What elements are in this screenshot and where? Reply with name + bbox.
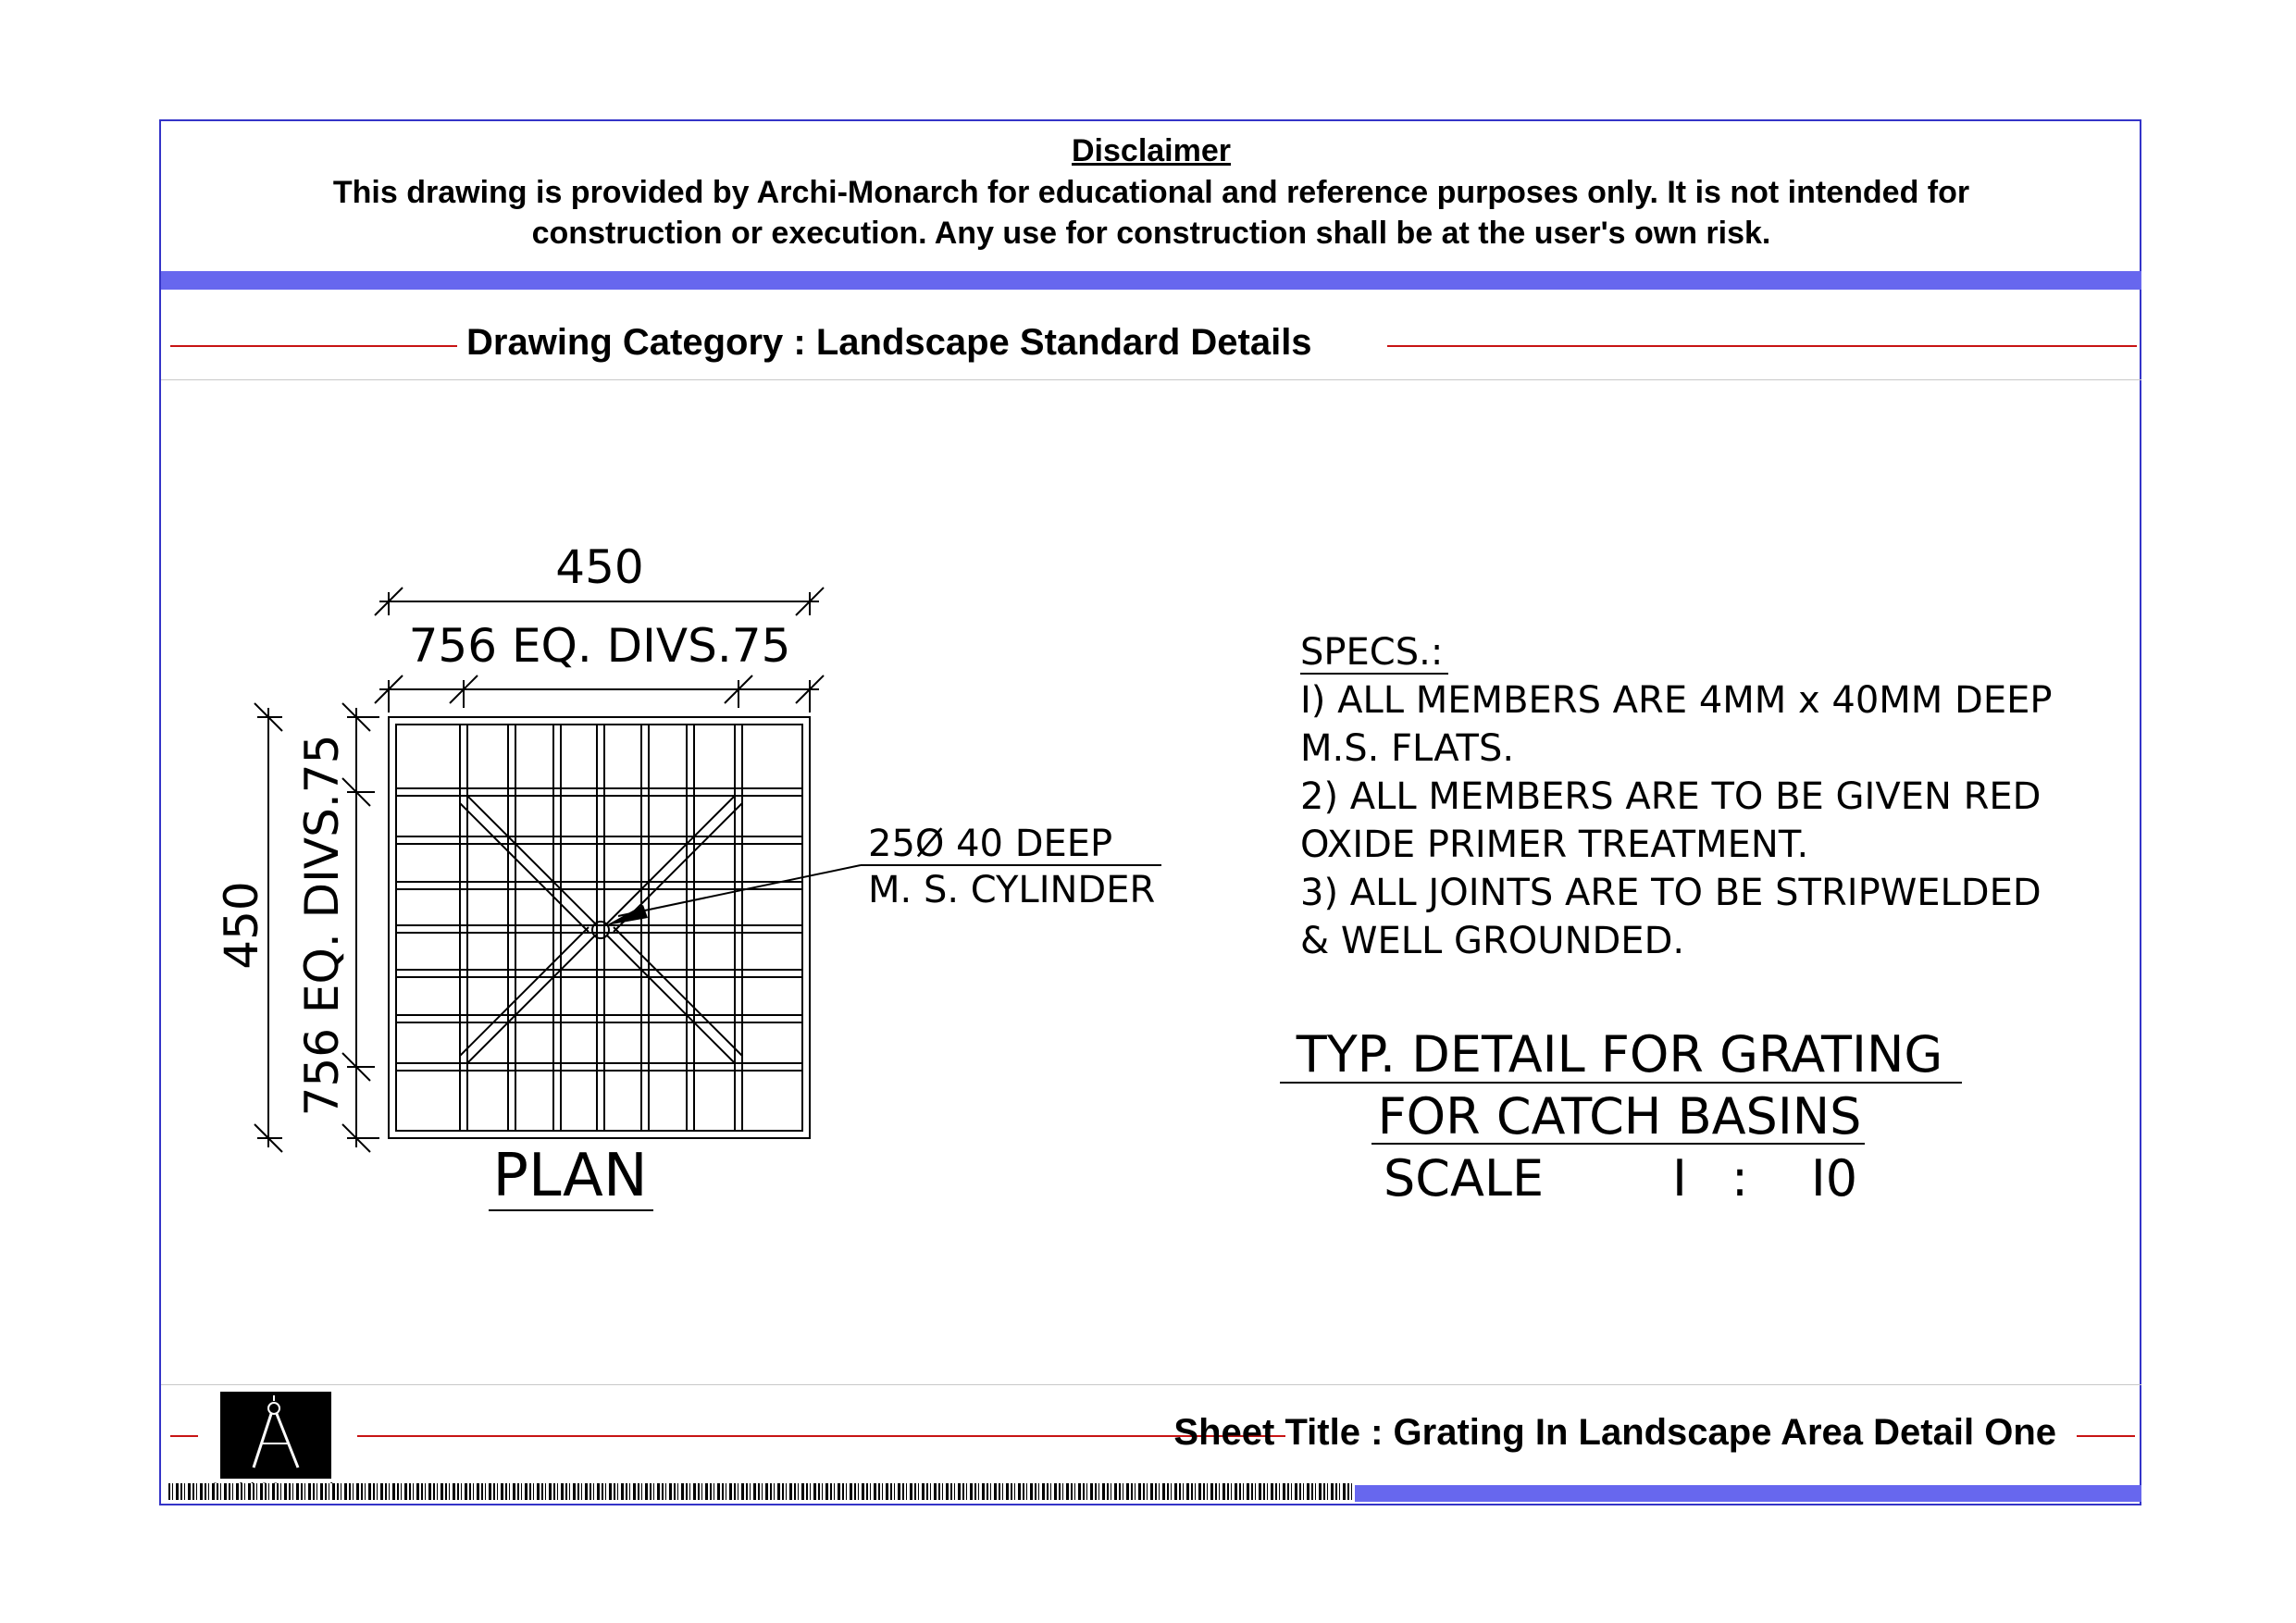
callout-line-2: M. S. CYLINDER xyxy=(868,869,1156,911)
disclaimer-title: Disclaimer xyxy=(1072,133,1231,168)
scale-separator: : xyxy=(1731,1149,1749,1208)
detail-title-block xyxy=(1280,1025,1962,1208)
sheet-title: Sheet Title : Grating In Landscape Area Detail One xyxy=(1173,1412,2056,1453)
cylinder-callout xyxy=(606,823,1161,925)
specs-heading: SPECS.: xyxy=(1300,631,1444,674)
plan-label: PLAN xyxy=(492,1142,648,1210)
detail-title-line-2: FOR CATCH BASINS xyxy=(1377,1087,1862,1146)
grating-plan xyxy=(389,717,810,1138)
dim-left-outer-label: 450 xyxy=(215,881,268,970)
spec-line: M.S. FLATS. xyxy=(1300,727,1515,770)
disclaimer-line-2: construction or execution. Any use for construction shall be at the user's own risk. xyxy=(531,216,1771,251)
dim-left-inner-label: 756 EQ. DIVS.75 xyxy=(295,734,349,1117)
center-cylinder xyxy=(592,922,609,938)
spec-line: 3) ALL JOINTS ARE TO BE STRIPWELDED xyxy=(1300,872,2042,914)
specs-block xyxy=(1300,631,2053,962)
dim-top-inner-label: 756 EQ. DIVS.75 xyxy=(408,619,791,673)
spec-line: & WELL GROUNDED. xyxy=(1300,920,1685,962)
dim-top-outer-label: 450 xyxy=(555,540,644,594)
spec-line: I) ALL MEMBERS ARE 4MM x 40MM DEEP xyxy=(1300,679,2053,722)
detail-title-line-1: TYP. DETAIL FOR GRATING xyxy=(1296,1025,1943,1084)
scale-label: SCALE xyxy=(1384,1149,1545,1208)
scale-right: I0 xyxy=(1810,1149,1858,1208)
drawing-category: Drawing Category : Landscape Standard Details xyxy=(466,322,1312,363)
scale-left: I xyxy=(1672,1149,1687,1208)
spec-line: OXIDE PRIMER TREATMENT. xyxy=(1300,824,1809,866)
callout-line-1: 25Ø 40 DEEP xyxy=(868,823,1113,865)
grating-outer-frame xyxy=(389,717,810,1138)
spec-line: 2) ALL MEMBERS ARE TO BE GIVEN RED xyxy=(1300,775,2042,818)
disclaimer-line-1: This drawing is provided by Archi-Monarch for educational and reference purposes only. It is not intended for xyxy=(332,175,1970,210)
